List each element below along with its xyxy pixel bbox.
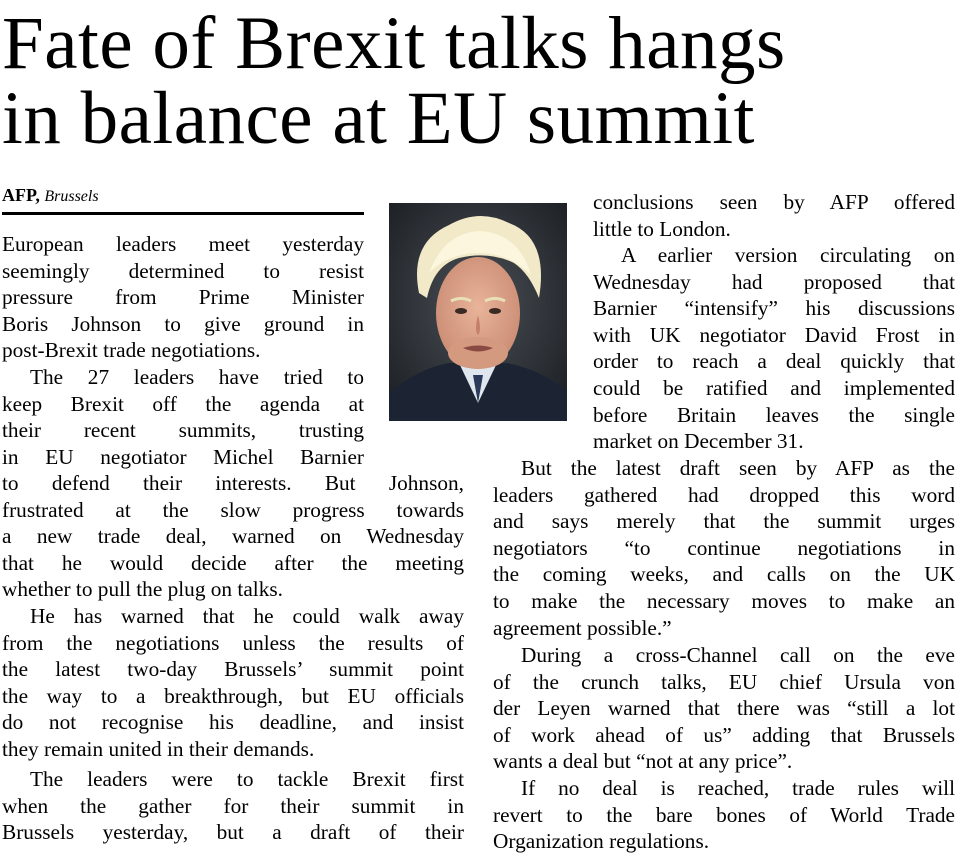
text-line: frustrated at the slow progress towards [2,497,464,522]
text-line: a new trade deal, warned on Wednesday [2,524,464,549]
text-line: The leaders were to tackle Brexit first [30,767,464,791]
text-line: the latest two-day Brussels’ summit point [2,657,464,682]
byline-rule [2,212,364,215]
paragraph-7 [493,642,955,775]
text-line: conclusions seen by AFP offered [593,190,955,214]
portrait-photo [389,203,567,421]
text-line: to make the necessary moves to make an [493,588,955,613]
byline [2,184,99,208]
text-line: agreement possible.” [493,615,672,640]
text-line: and says merely that the summit urges [493,509,955,534]
paragraph-4-continued [593,189,955,242]
text-line: with UK negotiator David Frost in [593,322,955,347]
paragraph-6 [493,455,955,641]
headline [2,2,955,160]
text-line: But the latest draft seen by AFP as the [521,456,955,480]
text-line: the coming weeks, and calls on the UK [493,562,955,587]
paragraph-4 [2,766,464,846]
text-line: Wednesday had proposed that [593,269,955,294]
text-line: leaders gathered had dropped this word [493,482,955,507]
text-line: to defend their interests. But Johnson, [2,471,464,495]
text-line: seemingly determined to resist [2,258,364,283]
text-line: revert to the bare bones of World Trade [493,802,955,827]
text-line: the way to a breakthrough, but EU officials [2,683,464,708]
paragraph-2b [2,470,464,603]
text-line: order to reach a deal quickly that [593,349,955,374]
text-line: Brussels yesterday, but a draft of their [2,820,464,845]
text-line: of the crunch talks, EU chief Ursula von [493,669,955,694]
text-line: in EU negotiator Michel Barnier [2,444,364,469]
text-line: Organization regulations. [493,829,710,854]
text-line: that he would decide after the meeting [2,550,464,575]
text-line: from the negotiations unless the results of [2,630,464,655]
text-line: do not recognise his deadline, and insist [2,710,464,735]
paragraph-3 [2,603,464,763]
headline-line-1: Fate of Brexit talks hangs [2,2,786,85]
paragraph-2a [2,364,364,470]
text-line: He has warned that he could walk away [30,604,464,628]
text-line: negotiators “to continue negotiations in [493,535,955,560]
paragraph-1 [2,231,364,364]
text-line: little to London. [593,216,731,241]
byline-agency: AFP, [2,185,40,205]
headline-line-2: in balance at EU summit [2,77,755,160]
text-line: before Britain leaves the single [593,402,955,427]
text-line: post-Brexit trade negotiations. [2,338,261,363]
text-line: A earlier version circulating on [621,243,955,267]
byline-location: Brussels [44,188,99,205]
text-line: market on December 31. [593,429,804,454]
text-line: whether to pull the plug on talks. [2,577,283,602]
text-line: der Leyen warned that there was “still a lot [493,696,955,721]
text-line: their recent summits, trusting [2,418,364,443]
text-line: they remain united in their demands. [2,736,315,761]
text-line: If no deal is reached, trade rules will [521,776,955,800]
text-line: pressure from Prime Minister [2,285,364,310]
text-line: During a cross-Channel call on the eve [521,643,955,667]
text-line: when the gather for their summit in [2,793,464,818]
paragraph-5 [593,242,955,455]
text-line: wants a deal but “not at any price”. [493,749,793,774]
text-line: European leaders meet yesterday [2,232,364,256]
text-line: of work ahead of us” adding that Brussels [493,722,955,747]
paragraph-8 [493,775,955,855]
text-line: keep Brexit off the agenda at [2,391,364,416]
text-line: Barnier “intensify” his discussions [593,296,955,321]
text-line: Boris Johnson to give ground in [2,311,364,336]
text-line: The 27 leaders have tried to [30,365,364,389]
text-line: could be ratified and implemented [593,375,955,400]
